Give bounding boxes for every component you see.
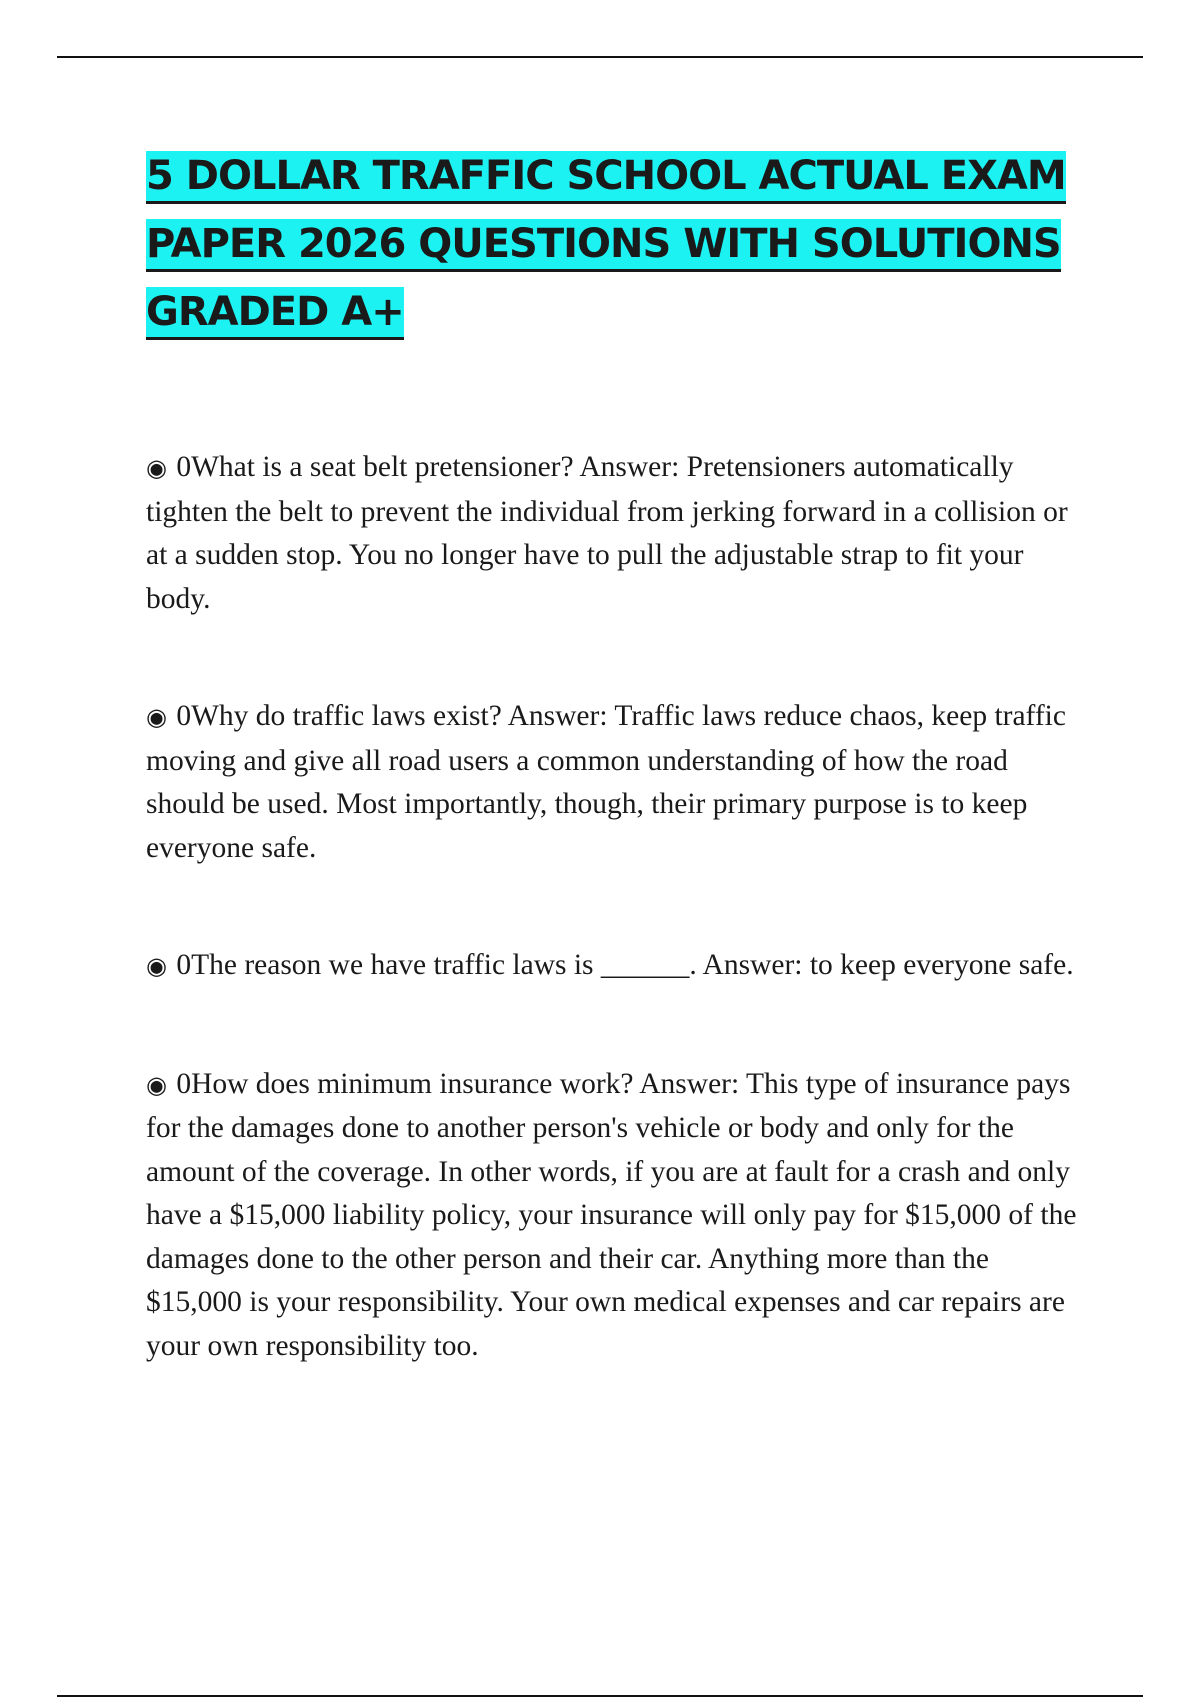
question-item [146, 1063, 1086, 1369]
question-text: 0Why do traffic laws exist? Answer: Traffic laws reduce chaos, keep traffic moving and give all road users a common understanding of how the road should be used. Most importantly, though, their primary purpose is to keep everyone safe. [146, 700, 1066, 864]
question-item [146, 944, 1086, 989]
fisheye-bullet-icon: ◉ [146, 952, 167, 980]
question-text: 0The reason we have traffic laws is ______. Answer: to keep everyone safe. [176, 949, 1074, 981]
question-text: 0How does minimum insurance work? Answer: This type of insurance pays for the damages done to another person's vehicle or body and only for the amount of the coverage. In other words, if you are at fault for a crash and only have a $15,000 liability policy, your insurance will only pay for $15,000 of the damages done to the other person and their car. Anything more than the $15,000 is your responsibility. Your own medical expenses and car repairs are your own responsibility too. [146, 1067, 1077, 1362]
fisheye-bullet-icon: ◉ [146, 703, 167, 731]
fisheye-bullet-icon: ◉ [146, 454, 167, 482]
footer-divider [57, 1695, 1143, 1697]
question-list [146, 446, 1086, 1368]
title-highlight: 5 DOLLAR TRAFFIC SCHOOL ACTUAL EXAM PAPER 2026 QUESTIONS WITH SOLUTIONS GRADED A+ [146, 153, 1066, 335]
question-item [146, 695, 1086, 870]
document-title [146, 142, 1106, 346]
header-divider [57, 56, 1143, 58]
question-text: 0What is a seat belt pretensioner? Answer: Pretensioners automatically tighten the belt to prevent the individual from jerking forward in a collision or at a sudden stop. You no longer have to pull the adjustable strap to fit your body. [146, 451, 1068, 615]
fisheye-bullet-icon: ◉ [146, 1070, 167, 1099]
question-item [146, 446, 1086, 621]
